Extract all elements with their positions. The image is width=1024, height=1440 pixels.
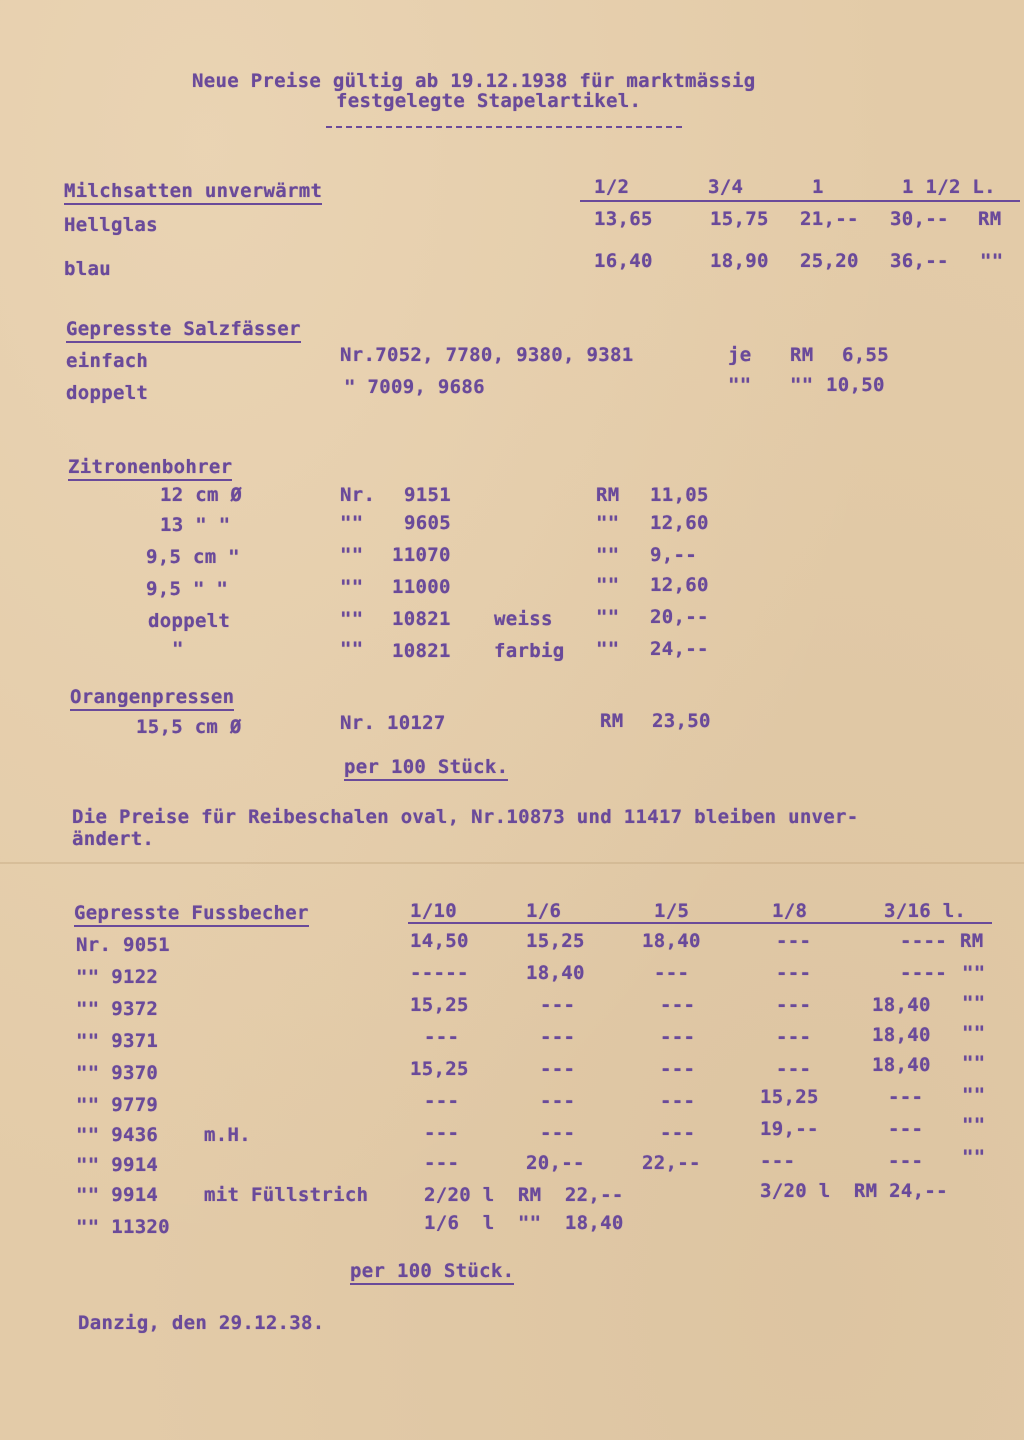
zitronenbohrer-heading: Zitronenbohrer (68, 456, 232, 481)
fussbecher-cell: 18,40 (642, 930, 701, 952)
fussbecher-cell: 22,-- (642, 1152, 701, 1174)
fussbecher-col-1: 1/10 (410, 900, 457, 922)
fussbecher-unit: "" (962, 1146, 986, 1168)
salzfaesser-heading: Gepresste Salzfässer (66, 318, 301, 343)
fussbecher-cell: --- (660, 1058, 696, 1080)
fussbecher-unit: "" (962, 1114, 986, 1136)
fussbecher-unit: "" (962, 1022, 986, 1044)
zitronenbohrer-price: 24,-- (650, 638, 709, 660)
salzfaesser-numbers: " 7009, 9686 (344, 376, 485, 398)
orangenpressen-currency: RM (600, 710, 624, 732)
orangenpressen-heading: Orangenpressen (70, 686, 234, 711)
fussbecher-cell: --- (424, 1122, 460, 1144)
fussbecher-cell: ---- (900, 962, 947, 984)
salzfaesser-currency: RM (790, 344, 814, 366)
zitronenbohrer-price: 11,05 (650, 484, 709, 506)
fussbecher-nr: "" 9371 (76, 1030, 159, 1052)
fussbecher-cell: 20,-- (526, 1152, 585, 1174)
fussbecher-col-3: 1/5 (654, 900, 690, 922)
zitronenbohrer-size: " (172, 638, 184, 660)
fussbecher-special-nr: "" 9914 (76, 1184, 159, 1206)
salzfaesser-price: 6,55 (842, 344, 889, 366)
title-underline (326, 126, 682, 128)
milchsatten-cell: 25,20 (800, 250, 859, 272)
zitronenbohrer-nr: 11070 (392, 544, 451, 566)
fussbecher-unit: "" (962, 1052, 986, 1074)
milchsatten-cell: 21,-- (800, 208, 859, 230)
fussbecher-cell: --- (540, 1026, 576, 1048)
title-line-2: festgelegte Stapelartikel. (336, 90, 642, 112)
milchsatten-col-3: 1 (812, 176, 824, 198)
fussbecher-cell: 15,25 (410, 1058, 469, 1080)
zitronenbohrer-size: 13 " " (160, 514, 231, 536)
fussbecher-cell: ---- (900, 930, 947, 952)
orangenpressen-price: 23,50 (652, 710, 711, 732)
fussbecher-cell: --- (776, 1026, 812, 1048)
zitronenbohrer-currency: RM (596, 484, 620, 506)
fussbecher-cell: 18,40 (526, 962, 585, 984)
fussbecher-nr: Nr. 9051 (76, 934, 170, 956)
fussbecher-cell: 15,25 (410, 994, 469, 1016)
fussbecher-cell: --- (540, 1058, 576, 1080)
milchsatten-heading: Milchsatten unverwärmt (64, 180, 322, 205)
fussbecher-cell: --- (540, 1122, 576, 1144)
zitronenbohrer-size: 12 cm Ø (160, 484, 243, 506)
fussbecher-cell: 19,-- (760, 1118, 819, 1140)
zitronenbohrer-price: 12,60 (650, 512, 709, 534)
fussbecher-cell: --- (540, 994, 576, 1016)
fussbecher-extra: m.H. (204, 1124, 251, 1146)
zitronenbohrer-size: 9,5 " " (146, 578, 229, 600)
fussbecher-nr: "" 9372 (76, 998, 159, 1020)
fussbecher-cell: --- (776, 994, 812, 1016)
fussbecher-cell: --- (540, 1090, 576, 1112)
fussbecher-special-nr: "" 11320 (76, 1216, 170, 1238)
note-line-2: ändert. (72, 828, 155, 850)
fussbecher-nr: "" 9779 (76, 1094, 159, 1116)
zitronenbohrer-nr-prefix: "" (340, 576, 364, 598)
fussbecher-special-b: 3/20 l RM 24,-- (760, 1180, 948, 1202)
zitronenbohrer-currency: "" (596, 638, 620, 660)
salzfaesser-per: "" (728, 374, 752, 396)
zitronenbohrer-nr: 9151 (404, 484, 451, 506)
orangenpressen-size: 15,5 cm Ø (136, 716, 242, 738)
fussbecher-cell: --- (660, 1122, 696, 1144)
fussbecher-cell: 18,40 (872, 1054, 931, 1076)
zitronenbohrer-nr: 10821 (392, 640, 451, 662)
salzfaesser-row-label: einfach (66, 350, 149, 372)
zitronenbohrer-nr-prefix: Nr. (340, 484, 376, 506)
zitronenbohrer-price: 12,60 (650, 574, 709, 596)
zitronenbohrer-nr-prefix: "" (340, 544, 364, 566)
fussbecher-cell: --- (776, 1058, 812, 1080)
fussbecher-unit: "" (962, 962, 986, 984)
fussbecher-nr: "" 9122 (76, 966, 159, 988)
orangenpressen-nr: Nr. 10127 (340, 712, 446, 734)
milchsatten-row-label: Hellglas (64, 214, 158, 236)
fussbecher-col-5: 3/16 l. (884, 900, 967, 922)
salzfaesser-row-label: doppelt (66, 382, 149, 404)
fussbecher-column-rule (408, 922, 992, 924)
fussbecher-cell: --- (760, 1150, 796, 1172)
zitronenbohrer-price: 20,-- (650, 606, 709, 628)
zitronenbohrer-size: 9,5 cm " (146, 546, 240, 568)
milchsatten-cell: 30,-- (890, 208, 949, 230)
milchsatten-cell: 18,90 (710, 250, 769, 272)
fussbecher-unit: RM (960, 930, 984, 952)
zitronenbohrer-note: weiss (494, 608, 553, 630)
fussbecher-cell: --- (776, 962, 812, 984)
milchsatten-cell: 13,65 (594, 208, 653, 230)
fussbecher-col-4: 1/8 (772, 900, 808, 922)
milchsatten-col-4: 1 1/2 L. (902, 176, 996, 198)
fussbecher-nr: "" 9914 (76, 1154, 159, 1176)
per-100-note-2: per 100 Stück. (350, 1260, 514, 1285)
fussbecher-unit: "" (962, 1084, 986, 1106)
zitronenbohrer-currency: "" (596, 606, 620, 628)
zitronenbohrer-note: farbig (494, 640, 565, 662)
footer-place-date: Danzig, den 29.12.38. (78, 1312, 325, 1334)
fussbecher-cell: 14,50 (410, 930, 469, 952)
per-100-note-1: per 100 Stück. (344, 756, 508, 781)
note-line-1: Die Preise für Reibeschalen oval, Nr.10873 und 11417 bleiben unver- (72, 806, 859, 828)
milchsatten-cell: 36,-- (890, 250, 949, 272)
zitronenbohrer-nr: 10821 (392, 608, 451, 630)
fussbecher-special-a: 1/6 l "" 18,40 (424, 1212, 624, 1234)
milchsatten-row-label: blau (64, 258, 111, 280)
fussbecher-special-extra: mit Füllstrich (204, 1184, 369, 1206)
fussbecher-unit: "" (962, 992, 986, 1014)
milchsatten-unit: "" (980, 250, 1004, 272)
zitronenbohrer-nr-prefix: "" (340, 512, 364, 534)
fussbecher-cell: ----- (410, 962, 469, 984)
fussbecher-cell: --- (424, 1152, 460, 1174)
zitronenbohrer-nr: 9605 (404, 512, 451, 534)
zitronenbohrer-price: 9,-- (650, 544, 697, 566)
fussbecher-cell: --- (660, 994, 696, 1016)
fussbecher-cell: 15,25 (760, 1086, 819, 1108)
paper-fold-line (0, 862, 1024, 864)
fussbecher-cell: --- (654, 962, 690, 984)
fussbecher-cell: 18,40 (872, 1024, 931, 1046)
fussbecher-cell: --- (888, 1150, 924, 1172)
fussbecher-cell: 15,25 (526, 930, 585, 952)
milchsatten-col-1: 1/2 (594, 176, 630, 198)
milchsatten-col-2: 3/4 (708, 176, 744, 198)
salzfaesser-numbers: Nr.7052, 7780, 9380, 9381 (340, 344, 634, 366)
zitronenbohrer-currency: "" (596, 544, 620, 566)
fussbecher-cell: --- (660, 1090, 696, 1112)
fussbecher-special-a: 2/20 l RM 22,-- (424, 1184, 624, 1206)
fussbecher-cell: 18,40 (872, 994, 931, 1016)
salzfaesser-currency: "" (790, 374, 814, 396)
zitronenbohrer-size: doppelt (148, 610, 231, 632)
zitronenbohrer-nr: 11000 (392, 576, 451, 598)
zitronenbohrer-currency: "" (596, 512, 620, 534)
zitronenbohrer-nr-prefix: "" (340, 638, 364, 660)
milchsatten-unit: RM (978, 208, 1002, 230)
milchsatten-cell: 15,75 (710, 208, 769, 230)
title-line-1: Neue Preise gültig ab 19.12.1938 für marktmässig (192, 70, 756, 92)
fussbecher-cell: --- (424, 1026, 460, 1048)
fussbecher-cell: --- (424, 1090, 460, 1112)
zitronenbohrer-nr-prefix: "" (340, 608, 364, 630)
milchsatten-column-rule (580, 200, 1020, 202)
salzfaesser-per: je (728, 344, 752, 366)
fussbecher-cell: --- (660, 1026, 696, 1048)
fussbecher-cell: --- (776, 930, 812, 952)
fussbecher-nr: "" 9436 (76, 1124, 159, 1146)
milchsatten-cell: 16,40 (594, 250, 653, 272)
fussbecher-nr: "" 9370 (76, 1062, 159, 1084)
salzfaesser-price: 10,50 (826, 374, 885, 396)
fussbecher-col-2: 1/6 (526, 900, 562, 922)
fussbecher-heading: Gepresste Fussbecher (74, 902, 309, 927)
fussbecher-cell: --- (888, 1086, 924, 1108)
fussbecher-cell: --- (888, 1118, 924, 1140)
zitronenbohrer-currency: "" (596, 574, 620, 596)
